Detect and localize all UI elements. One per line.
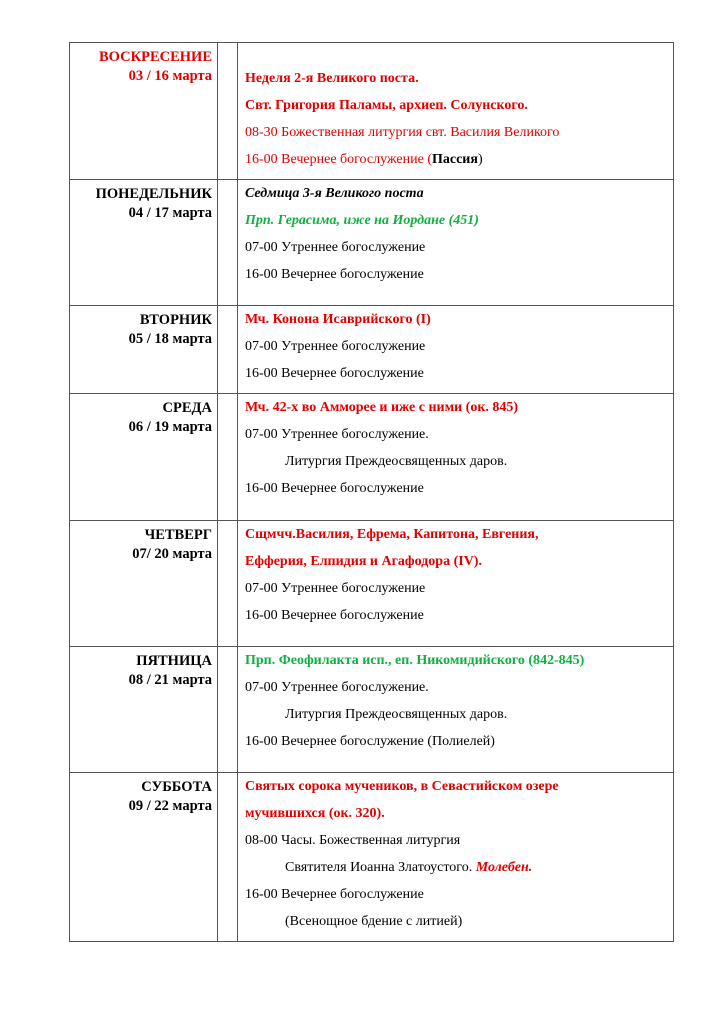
feast-title: Седмица 3-я Великого поста: [245, 186, 424, 201]
services-cell: [238, 306, 674, 394]
day-cell: [70, 394, 218, 521]
feast-title: Неделя 2-я Великого поста.: [245, 71, 419, 86]
services-cell: [238, 773, 674, 942]
schedule-table: [69, 42, 674, 942]
spacer-cell: [218, 180, 238, 306]
moleben-label: Молебен.: [475, 860, 533, 875]
feast-saint: Прп. Герасима, иже на Иордане (451): [245, 213, 479, 228]
day-name: ВТОРНИК: [139, 312, 212, 328]
service-line: 07-00 Утреннее богослужение.: [245, 427, 429, 442]
day-cell: [70, 180, 218, 306]
day-cell: [70, 43, 218, 180]
day-row-saturday: [70, 773, 674, 942]
service-line: 08-00 Часы. Божественная литургия: [245, 833, 461, 848]
services-cell: [238, 647, 674, 773]
service-line: (Всенощное бдение с литией): [285, 914, 463, 929]
service-text: Святителя Иоанна Златоустого.: [285, 860, 476, 875]
day-name: СУББОТА: [141, 779, 212, 795]
feast-saint: Ефферия, Елпидия и Агафодора (IV).: [245, 554, 482, 569]
service-line: 08-30 Божественная литургия свт. Василия Великого: [245, 125, 560, 140]
day-cell: [70, 306, 218, 394]
service-line: 07-00 Утреннее богослужение.: [245, 680, 429, 695]
spacer-cell: [218, 647, 238, 773]
spacer-cell: [218, 521, 238, 647]
day-date: 04 / 17 марта: [128, 205, 212, 221]
feast-title: Святых сорока мучеников, в Севастийском озере: [245, 779, 559, 794]
feast-title: Мч. Конона Исаврийского (I): [245, 312, 431, 327]
service-line: 07-00 Утреннее богослужение: [245, 581, 426, 596]
day-name: ПОНЕДЕЛЬНИК: [95, 186, 212, 202]
day-row-friday: [70, 647, 674, 773]
spacer-cell: [218, 394, 238, 521]
services-cell: [238, 43, 674, 180]
feast-saint: Свт. Григория Паламы, архиеп. Солунского.: [245, 98, 528, 113]
service-text: ): [477, 152, 483, 167]
service-line: Литургия Преждеосвященных даров.: [285, 707, 508, 722]
services-cell: [238, 394, 674, 521]
service-line: 16-00 Вечернее богослужение: [245, 608, 424, 623]
services-cell: [238, 180, 674, 306]
day-name: ЧЕТВЕРГ: [144, 527, 212, 543]
day-cell: [70, 647, 218, 773]
feast-saint: мучившихся (ок. 320).: [245, 806, 385, 821]
day-date: 08 / 21 марта: [128, 672, 212, 688]
spacer-cell: [218, 306, 238, 394]
day-name: СРЕДА: [162, 400, 212, 416]
day-cell: [70, 773, 218, 942]
day-row-wednesday: [70, 394, 674, 521]
day-date: 07/ 20 марта: [132, 546, 212, 562]
service-text: 16-00 Вечернее богослужение (: [245, 152, 432, 167]
service-line: 16-00 Вечернее богослужение: [245, 366, 424, 381]
service-line: Литургия Преждеосвященных даров.: [285, 454, 508, 469]
feast-title: Сщмчч.Василия, Ефрема, Капитона, Евгения,: [245, 527, 539, 542]
day-row-thursday: [70, 521, 674, 647]
day-row-monday: [70, 180, 674, 306]
day-name: ПЯТНИЦА: [136, 653, 212, 669]
service-line: 16-00 Вечернее богослужение: [245, 267, 424, 282]
day-row-tuesday: [70, 306, 674, 394]
service-line: 16-00 Вечернее богослужение (Полиелей): [245, 734, 495, 749]
spacer-cell: [218, 773, 238, 942]
day-date: 06 / 19 марта: [128, 419, 212, 435]
spacer-cell: [218, 43, 238, 180]
service-line: [245, 146, 667, 173]
service-line: 07-00 Утреннее богослужение: [245, 339, 426, 354]
service-line: 07-00 Утреннее богослужение: [245, 240, 426, 255]
feast-title: Мч. 42-х во Амморее и иже с ними (ок. 845): [245, 400, 519, 415]
day-date: 09 / 22 марта: [128, 798, 212, 814]
day-date: 03 / 16 марта: [128, 68, 212, 84]
services-cell: [238, 521, 674, 647]
service-line: 16-00 Вечернее богослужение: [245, 887, 424, 902]
day-date: 05 / 18 марта: [128, 331, 212, 347]
feast-title: Прп. Феофилакта исп., еп. Никомидийского (842-845): [245, 653, 585, 668]
day-row-sunday: [70, 43, 674, 180]
service-line: 16-00 Вечернее богослужение: [245, 481, 424, 496]
service-line: [245, 854, 667, 881]
passion-label: Пассия: [431, 152, 478, 167]
day-cell: [70, 521, 218, 647]
day-name: ВОСКРЕСЕНИЕ: [98, 49, 212, 65]
